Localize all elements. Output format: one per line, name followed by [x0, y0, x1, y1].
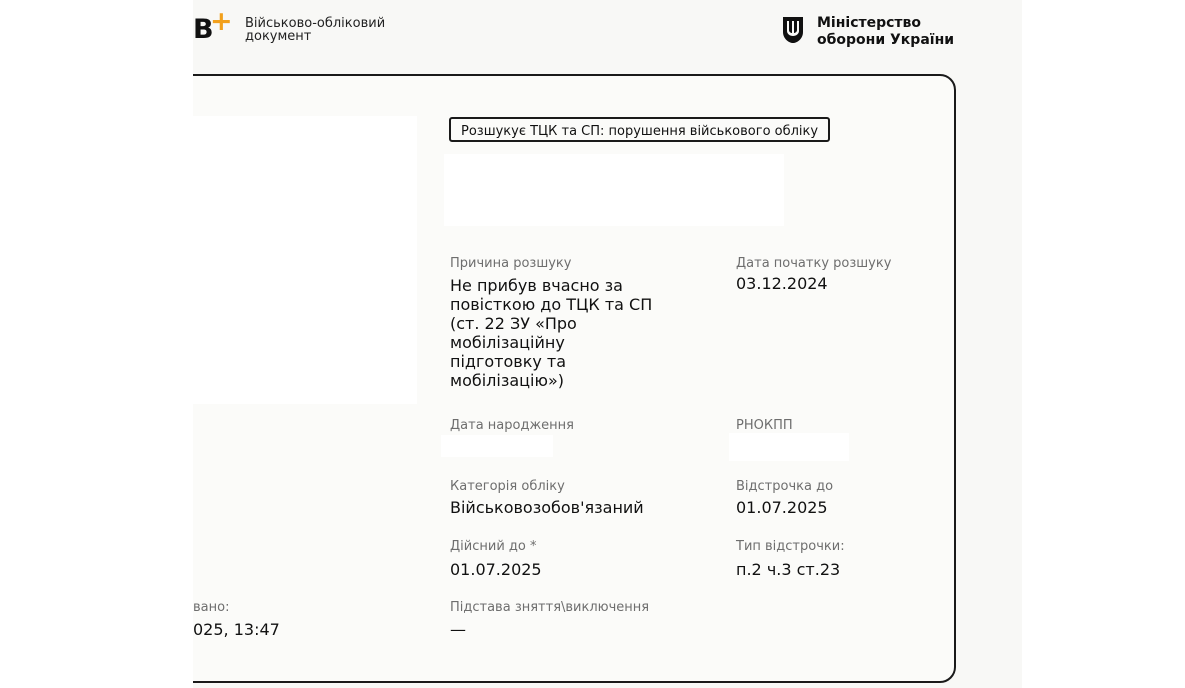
- reason-line: підготовку та: [450, 352, 567, 371]
- redacted-photo: [193, 116, 417, 404]
- reason-line: мобілізацію»): [450, 371, 564, 390]
- removal-basis-value: —: [450, 620, 466, 639]
- trident-shield-icon: [782, 16, 804, 44]
- ministry-name: [817, 15, 954, 49]
- valid-until-label: Дійсний до *: [450, 539, 537, 554]
- redacted-birth-date: [441, 435, 553, 457]
- deferral-until-value: 01.07.2025: [736, 498, 828, 517]
- birth-date-label: Дата народження: [450, 418, 574, 433]
- reason-line: мобілізаційну: [450, 333, 565, 352]
- reason-line: (ст. 22 ЗУ «Про: [450, 314, 577, 333]
- updated-label: вано:: [193, 600, 230, 615]
- removal-basis-label: Підстава зняття\виключення: [450, 600, 650, 615]
- reason-line: повісткою до ТЦК та СП: [450, 295, 653, 314]
- brand-plus-icon: +: [210, 6, 233, 37]
- valid-until-value: 01.07.2025: [450, 560, 542, 579]
- deferral-until-label: Відстрочка до: [736, 479, 834, 494]
- ministry-name-line1: Міністерство: [817, 15, 922, 31]
- right-crop-edge: [1022, 0, 1185, 688]
- brand-title-line2: документ: [245, 29, 312, 44]
- reason-label: Причина розшуку: [450, 256, 572, 271]
- deferral-type-label: Тип відстрочки:: [736, 539, 845, 554]
- brand-title: [245, 17, 385, 43]
- reason-line: Не прибув вчасно за: [450, 276, 623, 295]
- reason-value: [450, 276, 652, 390]
- brand-logo: B: [193, 14, 213, 45]
- category-value: Військовозобов'язаний: [450, 498, 644, 517]
- ministry-name-line2: оборони України: [817, 32, 955, 48]
- redacted-rnokpp: [729, 433, 849, 461]
- left-crop-cover: [0, 70, 193, 688]
- rnokpp-label: РНОКПП: [736, 418, 793, 433]
- category-label: Категорія обліку: [450, 479, 565, 494]
- updated-value: 025, 13:47: [193, 620, 280, 639]
- search-start-label: Дата початку розшуку: [736, 256, 892, 271]
- search-start-value: 03.12.2024: [736, 274, 828, 293]
- redacted-name: [444, 154, 784, 226]
- deferral-type-value: п.2 ч.3 ст.23: [736, 560, 841, 579]
- wanted-status-badge: Розшукує ТЦК та СП: порушення військового обліку: [449, 117, 830, 142]
- brand-title-line1: Військово-обліковий: [245, 16, 386, 31]
